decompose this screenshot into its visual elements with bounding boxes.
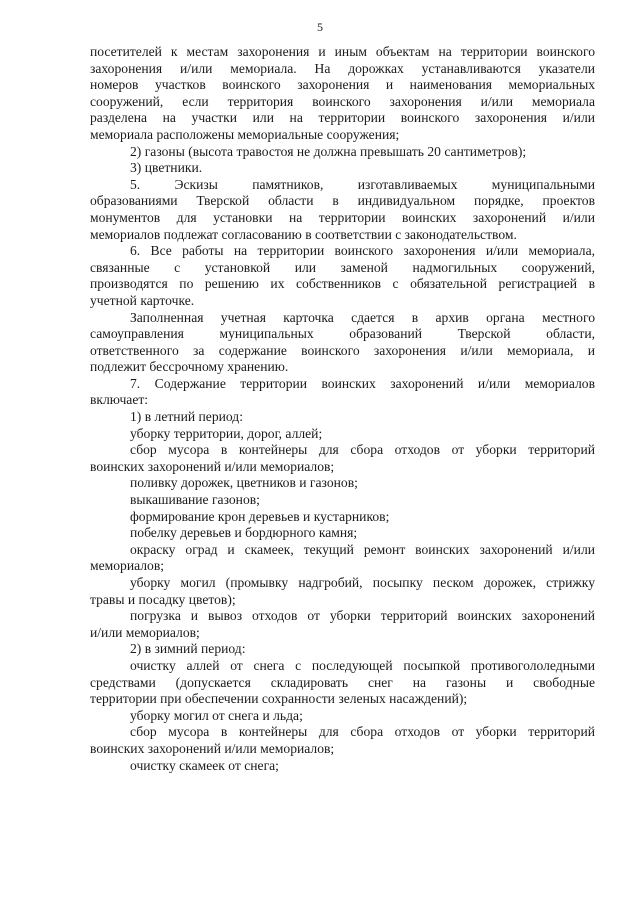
text-line: производятся по решению их собственников с обязательной регистрацией в [90,276,595,292]
text-line: включает: [90,392,149,408]
text-line: посетителей к местам захоронения и иным объектам на территории воинского [90,44,595,59]
text-line: самоуправления муниципальных образований Тверской области, [90,326,595,342]
text-line: 7. Содержание территории воинских захоронений и/или мемориалов [130,375,595,391]
text-line: воинских захоронений и/или мемориалов; [90,740,335,756]
text-line: 3) цветники. [130,160,203,176]
text-line: монументов для установки на территории воинских захоронений и/или [90,209,595,225]
text-line: подлежит бессрочному хранению. [90,359,289,375]
text-line: уборку могил (промывку надгробий, посыпку песком дорожек, стрижку [130,575,595,590]
text-line: сбор мусора в контейнеры для сбора отходов от уборки территорий [130,442,595,458]
text-line: травы и посадку цветов); [90,591,236,607]
text-line: очистку аллей от снега с последующей посыпкой противогололедными [130,657,595,673]
text-line: воинских захоронений и/или мемориалов; [90,458,335,474]
text-line: мемориалов; [90,558,165,574]
text-line: очистку скамеек от снега; [130,757,279,773]
text-line: территории при обеспечении сохранности зеленых насаждений); [90,691,468,707]
text-line: Заполненная учетная карточка сдается в архив органа местного [130,309,595,325]
page-number: 5 [317,20,323,34]
text-line: разделена на участки или на территории воинского захоронения и/или [90,110,595,126]
text-line: средствами (допускается складировать снег на газоны и свободные [90,674,595,690]
text-line: сооружений, если территория воинского захоронения и/или мемориала [90,93,595,109]
text-line: сбор мусора в контейнеры для сбора отходов от уборки территорий [130,724,595,740]
text-line: 2) газоны (высота травостоя не должна превышать 20 сантиметров); [130,143,527,159]
text-line: окраску оград и скамеек, текущий ремонт воинских захоронений и/или [130,541,595,557]
text-line: мемориала расположены мемориальные сооружения; [90,126,400,142]
text-line: погрузка и вывоз отходов от уборки территорий воинских захоронений [130,608,595,624]
text-line: ответственного за содержание воинского захоронения и/или мемориала, и [90,342,595,358]
text-line: связанные с установкой или заменой надмогильных сооружений, [90,259,595,275]
text-line: побелку деревьев и бордюрного камня; [130,525,358,541]
text-line: захоронения и/или мемориала. На дорожках устанавливаются указатели [90,60,595,76]
text-line: 6. Все работы на территории воинского захоронения и/или мемориала, [130,243,595,259]
text-line: и/или мемориалов; [90,624,200,640]
text-line: выкашивание газонов; [130,492,260,508]
text-line: номеров участков воинского захоронения и наименования мемориальных [90,77,595,93]
text-line: уборку могил от снега и льда; [130,707,303,723]
document-body [90,44,595,774]
text-line: поливку дорожек, цветников и газонов; [130,475,358,491]
text-line: мемориалов подлежат согласованию в соответствии с законодательством. [90,226,517,242]
text-line: 2) в зимний период: [130,641,246,657]
text-line: формирование крон деревьев и кустарников; [130,508,390,524]
text-line: учетной карточке. [90,292,195,308]
text-line: уборку территории, дорог, аллей; [130,425,323,441]
text-line: образованиями Тверской области в индивидуальном порядке, проектов [90,193,595,209]
text-line: 1) в летний период: [130,409,243,425]
text-line: 5. Эскизы памятников, изготавливаемых муниципальными [130,176,595,192]
